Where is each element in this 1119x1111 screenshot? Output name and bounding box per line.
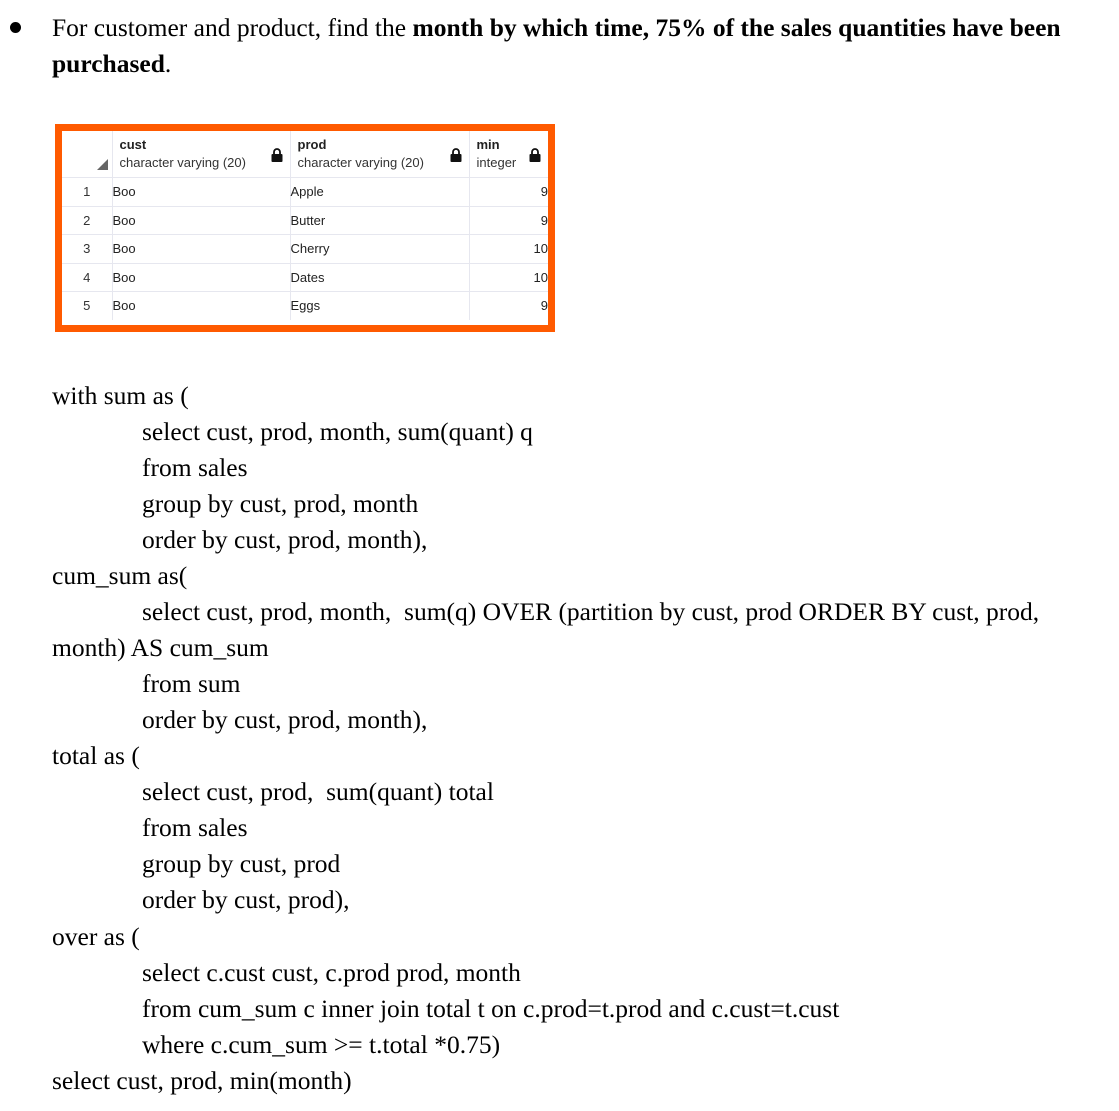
row-number: 3 (62, 235, 112, 264)
column-header-prod[interactable] (290, 131, 469, 178)
cell-prod[interactable]: Butter (290, 206, 469, 235)
result-grid-highlight-frame (55, 124, 555, 332)
cell-cust[interactable]: Boo (112, 292, 290, 320)
sql-line: order by cust, prod, month), (142, 525, 428, 554)
sql-line: cum_sum as( (52, 561, 188, 590)
question-prefix: For customer and product, find the (52, 13, 413, 42)
table-row[interactable] (62, 206, 548, 235)
cell-cust[interactable]: Boo (112, 206, 290, 235)
column-header-cust[interactable] (112, 131, 290, 178)
column-name: min (476, 137, 500, 152)
sql-line: with sum as ( (52, 381, 189, 410)
sql-line: order by cust, prod, month), (142, 705, 428, 734)
cell-prod[interactable]: Eggs (290, 292, 469, 320)
question-suffix: . (164, 49, 172, 78)
cell-prod[interactable]: Cherry (290, 235, 469, 264)
corner-triangle-icon (97, 159, 108, 170)
sql-line: where c.cum_sum >= t.total *0.75) (142, 1030, 501, 1059)
table-row[interactable] (62, 292, 548, 320)
cell-min[interactable]: 10 (469, 235, 548, 264)
cell-min[interactable]: 10 (469, 263, 548, 292)
column-type: character varying (20) (119, 155, 246, 170)
row-number: 5 (62, 292, 112, 320)
lock-icon (450, 148, 462, 162)
cell-cust[interactable]: Boo (112, 178, 290, 207)
table-row[interactable] (62, 235, 548, 264)
sql-line: over as ( (52, 922, 140, 951)
column-header-min[interactable] (469, 131, 548, 178)
lock-icon (271, 148, 283, 162)
table-row[interactable] (62, 178, 548, 207)
question-text (52, 10, 1092, 82)
sql-line: select cust, prod, sum(quant) total (142, 777, 494, 806)
select-all-corner[interactable] (62, 131, 112, 178)
cell-min[interactable]: 9 (469, 178, 548, 207)
column-name: cust (119, 137, 147, 152)
column-type: integer (476, 155, 517, 170)
sql-line: month) AS cum_sum (52, 633, 269, 662)
cell-min[interactable]: 9 (469, 292, 548, 320)
column-name: prod (297, 137, 327, 152)
sql-line: group by cust, prod, month (142, 489, 419, 518)
sql-line: from sales (142, 813, 248, 842)
sql-line: select c.cust cust, c.prod prod, month (142, 958, 521, 987)
sql-line: from sum (142, 669, 241, 698)
row-number: 1 (62, 178, 112, 207)
sql-line: total as ( (52, 741, 140, 770)
sql-line: order by cust, prod), (142, 885, 350, 914)
sql-line: from sales (142, 453, 248, 482)
row-number: 2 (62, 206, 112, 235)
cell-cust[interactable]: Boo (112, 263, 290, 292)
sql-line: select cust, prod, month, sum(quant) q (142, 417, 533, 446)
cell-prod[interactable]: Dates (290, 263, 469, 292)
cell-prod[interactable]: Apple (290, 178, 469, 207)
cell-cust[interactable]: Boo (112, 235, 290, 264)
lock-icon (529, 148, 541, 162)
sql-line: from cum_sum c inner join total t on c.prod=t.prod and c.cust=t.cust (142, 994, 840, 1023)
sql-line: select cust, prod, month, sum(q) OVER (partition by cust, prod ORDER BY cust, prod, (142, 597, 1040, 626)
table-row[interactable] (62, 263, 548, 292)
cell-min[interactable]: 9 (469, 206, 548, 235)
row-number: 4 (62, 263, 112, 292)
question-emphasis: month by which time, 75% of the sales quantities have been purchased (52, 13, 1061, 78)
sql-line: group by cust, prod (142, 849, 341, 878)
sql-line: select cust, prod, min(month) (52, 1066, 352, 1095)
result-grid (62, 131, 548, 320)
bullet-point (10, 22, 21, 33)
header-row (62, 131, 548, 178)
column-type: character varying (20) (297, 155, 424, 170)
